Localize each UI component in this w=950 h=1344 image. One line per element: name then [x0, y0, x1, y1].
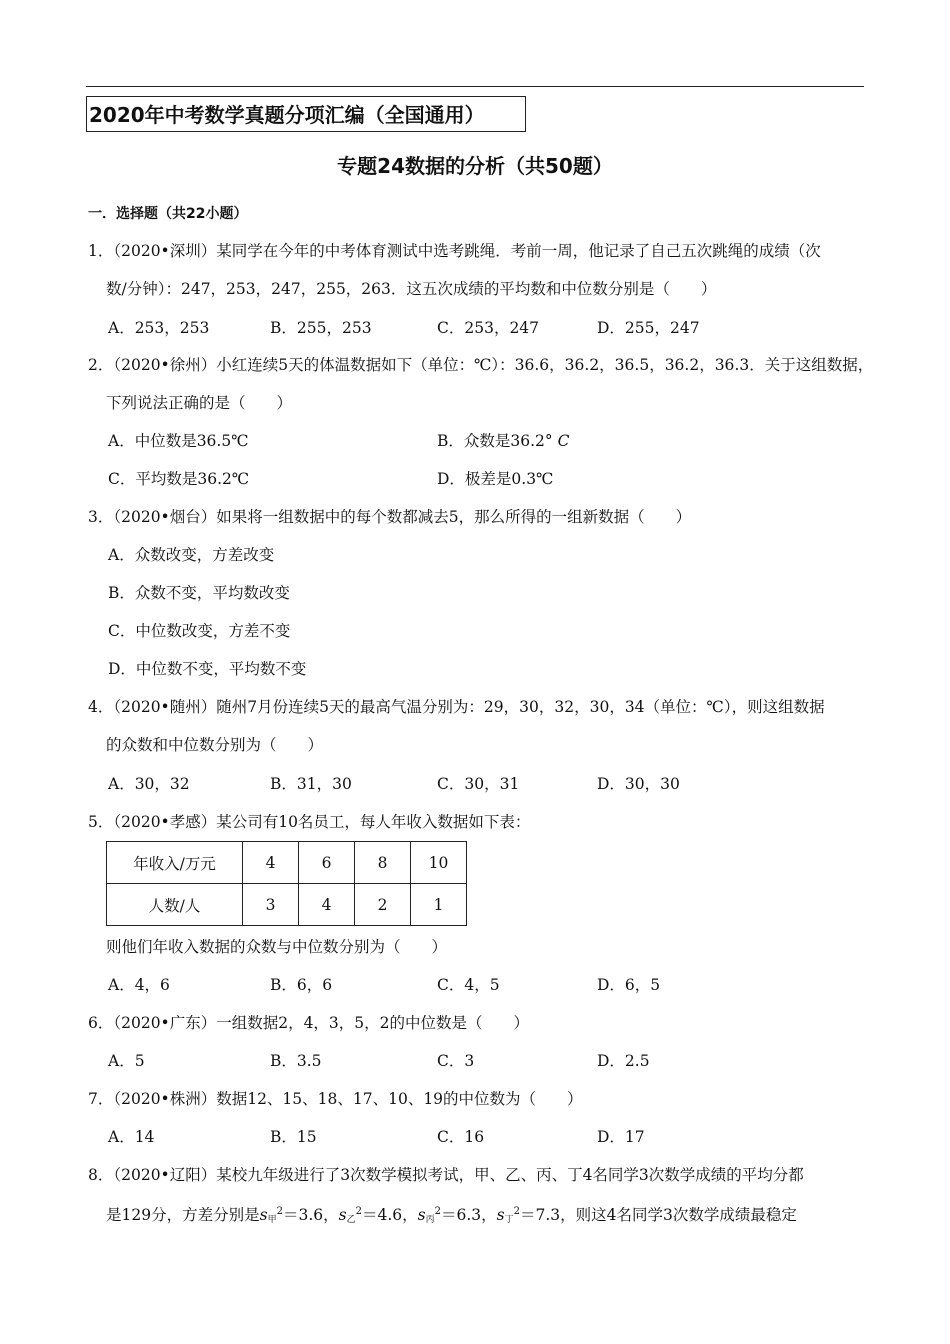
q6-option-d: D．2.5 — [597, 1052, 650, 1070]
q7-option-c: C．16 — [437, 1128, 485, 1146]
q4-text-line1: 4．（2020•随州）随州7月份连续5天的最高气温分别为：29，30，32，30，34（单位：℃），则这组数据 — [88, 698, 825, 716]
q1-option-c: C．253，247 — [437, 319, 540, 337]
series-title: 2020年中考数学真题分项汇编（全国通用） — [86, 96, 526, 132]
section-heading: 一．选择题（共22小题） — [88, 206, 248, 222]
q6-option-c: C．3 — [437, 1052, 475, 1070]
table-row — [107, 884, 467, 926]
q7-text-line1: 7．（2020•株洲）数据12、15、18、17、10、19的中位数为（ ） — [88, 1090, 583, 1108]
table-cell: 年收入/万元 — [107, 842, 243, 884]
q5-option-a: A．4，6 — [108, 976, 170, 994]
q5-text-line1: 5．（2020•孝感）某公司有10名员工，每人年收入数据如下表： — [88, 813, 531, 831]
q6-option-b: B．3.5 — [270, 1052, 322, 1070]
q4-option-d: D．30，30 — [597, 775, 680, 793]
q5-option-c: C．4，5 — [437, 976, 500, 994]
q1-text-line2: 数/分钟）：247，253，247，255，263．这五次成绩的平均数和中位数分别是（ ） — [106, 280, 717, 298]
q1-option-b: B．255，253 — [270, 319, 372, 337]
q4-option-c: C．30，31 — [437, 775, 520, 793]
q4-option-a: A．30，32 — [108, 775, 190, 793]
q3-text-line1: 3．（2020•烟台）如果将一组数据中的每个数都减去5，那么所得的一组新数据（ ） — [88, 508, 692, 526]
table-cell: 2 — [355, 884, 411, 926]
table-cell: 人数/人 — [107, 884, 243, 926]
table-row — [107, 842, 467, 884]
income-table — [106, 841, 467, 926]
q3-option-c: C．中位数改变，方差不变 — [108, 622, 291, 640]
q4-option-b: B．31，30 — [270, 775, 352, 793]
q7-option-d: D．17 — [597, 1128, 645, 1146]
q6-text-line1: 6．（2020•广东）一组数据2，4，3，5，2的中位数是（ ） — [88, 1014, 530, 1032]
q2-text-line1: 2．（2020•徐州）小红连续5天的体温数据如下（单位：℃）：36.6，36.2，36.5，36.2，36.3．关于这组数据， — [88, 356, 874, 374]
q7-option-a: A．14 — [108, 1128, 155, 1146]
q5-option-b: B．6，6 — [270, 976, 333, 994]
table-cell: 3 — [243, 884, 299, 926]
q4-text-line2: 的众数和中位数分别为（ ） — [106, 736, 324, 754]
q2-option-a: A．中位数是36.5℃ — [108, 432, 249, 450]
table-cell: 6 — [299, 842, 355, 884]
q2-option-d: D．极差是0.3℃ — [437, 470, 554, 488]
q8-text-line2: 是129分，方差分别是$s_甲^2=3.6$，$s_乙^2=4.6$，$s_丙^2=6.3$，$s_丁^2=7.3$，则这4名同学3次数学成绩最稳定 — [106, 1206, 797, 1225]
q5-option-d: D．6，5 — [597, 976, 661, 994]
q6-option-a: A．5 — [108, 1052, 145, 1070]
q1-option-a: A．253，253 — [108, 319, 210, 337]
q7-option-b: B．15 — [270, 1128, 317, 1146]
q3-option-b: B．众数不变，平均数改变 — [108, 584, 290, 602]
q1-option-d: D．255，247 — [597, 319, 700, 337]
q8-text-line1: 8．（2020•辽阳）某校九年级进行了3次数学模拟考试，甲、乙、丙、丁4名同学3次数学成绩的平均分都 — [88, 1166, 804, 1184]
q2-option-b: B．众数是36.2° C — [437, 432, 570, 450]
q5-text-line2: 则他们年收入数据的众数与中位数分别为（ ） — [106, 938, 448, 956]
q2-option-c: C．平均数是36.2℃ — [108, 470, 250, 488]
q1-text-line1: 1．（2020•深圳）某同学在今年的中考体育测试中选考跳绳．考前一周，他记录了自己五次跳绳的成绩（次 — [88, 242, 821, 260]
table-cell: 8 — [355, 842, 411, 884]
q3-option-a: A．众数改变，方差改变 — [108, 546, 275, 564]
q3-option-d: D．中位数不变，平均数不变 — [108, 660, 307, 678]
header-rule — [86, 86, 864, 87]
document-title: 专题24数据的分析（共50题） — [337, 154, 613, 178]
table-cell: 4 — [243, 842, 299, 884]
table-cell: 1 — [411, 884, 467, 926]
table-cell: 4 — [299, 884, 355, 926]
q2-text-line2: 下列说法正确的是（ ） — [106, 394, 293, 412]
table-cell: 10 — [411, 842, 467, 884]
